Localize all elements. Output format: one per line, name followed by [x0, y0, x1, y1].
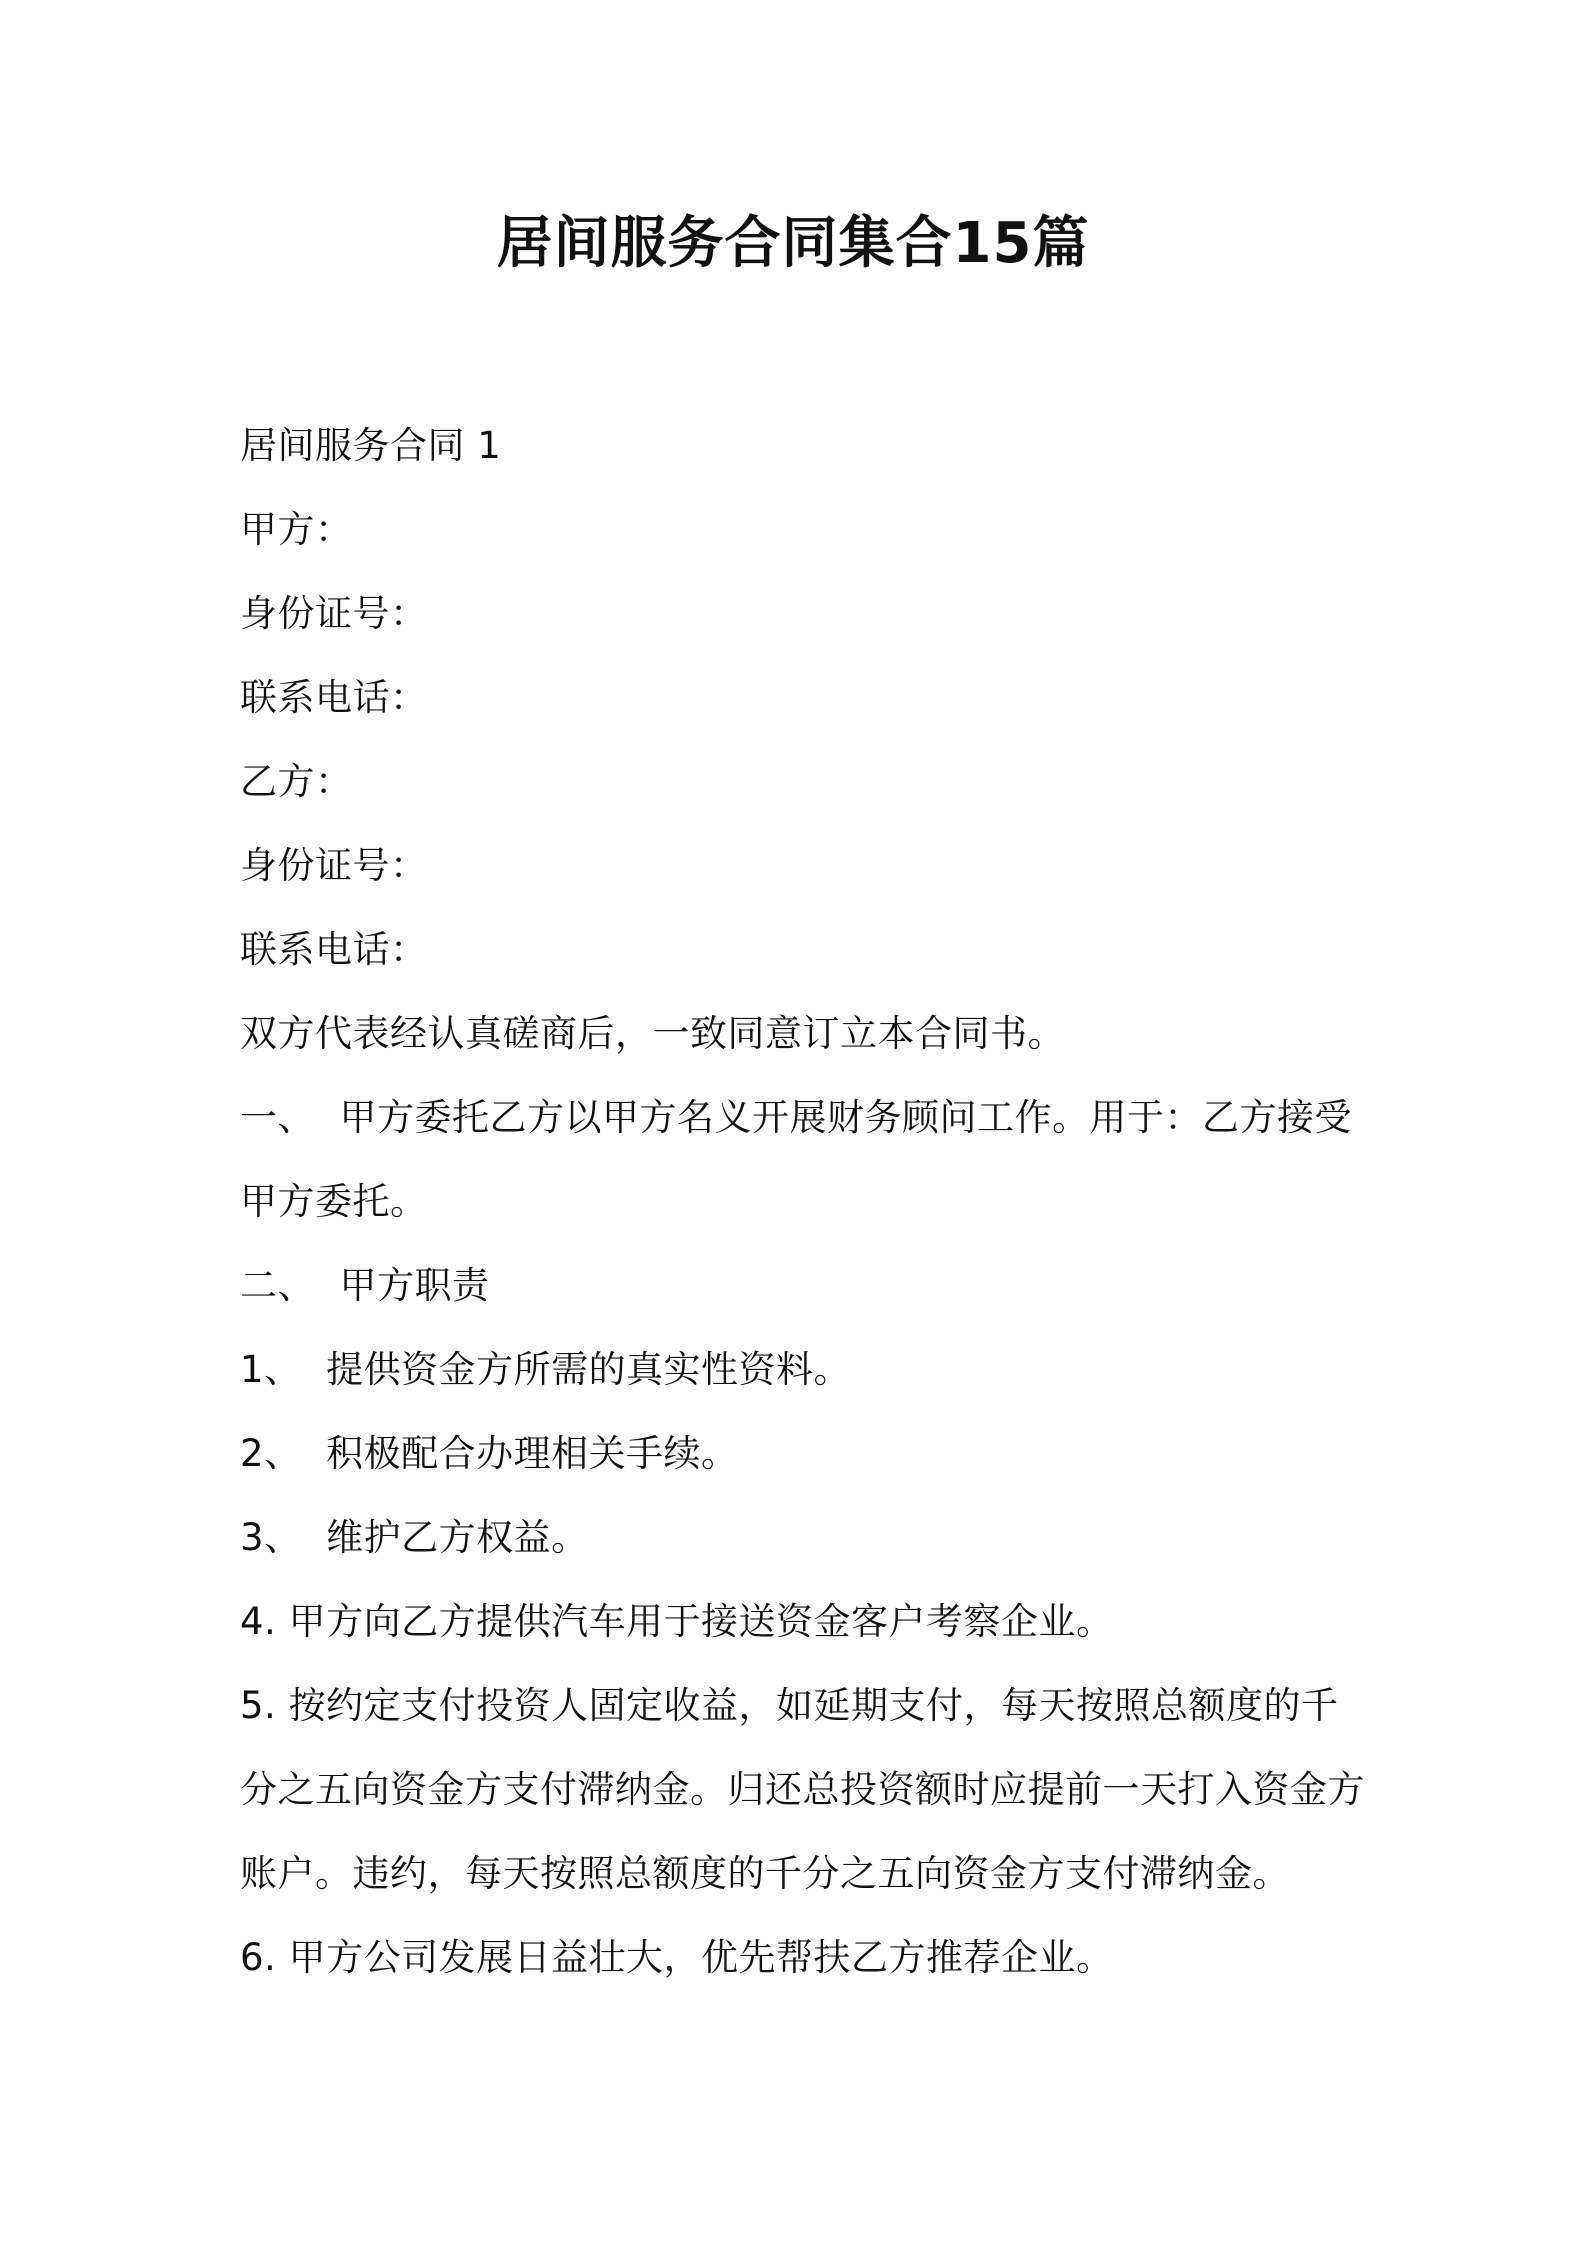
document-title: 居间服务合同集合15篇 [496, 211, 1090, 276]
document-body [240, 404, 1365, 2000]
duty-item-1: 1、 提供资金方所需的真实性资料。 [240, 1348, 852, 1391]
duty-item-5-line-3: 账户。违约，每天按照总额度的千分之五向资金方支付滞纳金。 [240, 1852, 1290, 1895]
party-a-label: 甲方： [240, 508, 353, 551]
duty-item-3: 3、 维护乙方权益。 [240, 1516, 589, 1559]
section-heading: 居间服务合同 1 [240, 424, 502, 467]
duty-item-5-line-1: 5. 按约定支付投资人固定收益，如延期支付，每天按照总额度的千 [240, 1684, 1339, 1727]
party-a-phone-label: 联系电话： [240, 676, 428, 719]
party-b-label: 乙方： [240, 760, 353, 803]
duty-item-2: 2、 积极配合办理相关手续。 [240, 1432, 739, 1475]
duty-item-6: 6. 甲方公司发展日益壮大，优先帮扶乙方推荐企业。 [240, 1936, 1114, 1979]
party-a-id-label: 身份证号： [240, 592, 428, 635]
duty-item-5-line-2: 分之五向资金方支付滞纳金。归还总投资额时应提前一天打入资金方 [240, 1768, 1365, 1811]
agreement-intro: 双方代表经认真磋商后，一致同意订立本合同书。 [240, 1012, 1065, 1055]
party-b-phone-label: 联系电话： [240, 928, 428, 971]
clause-1-line-2: 甲方委托。 [240, 1180, 428, 1223]
party-b-id-label: 身份证号： [240, 844, 428, 887]
duty-item-4: 4. 甲方向乙方提供汽车用于接送资金客户考察企业。 [240, 1600, 1114, 1643]
clause-1-line-1: 一、 甲方委托乙方以甲方名义开展财务顾问工作。用于：乙方接受 [240, 1096, 1353, 1139]
clause-2-heading: 二、 甲方职责 [240, 1264, 490, 1307]
